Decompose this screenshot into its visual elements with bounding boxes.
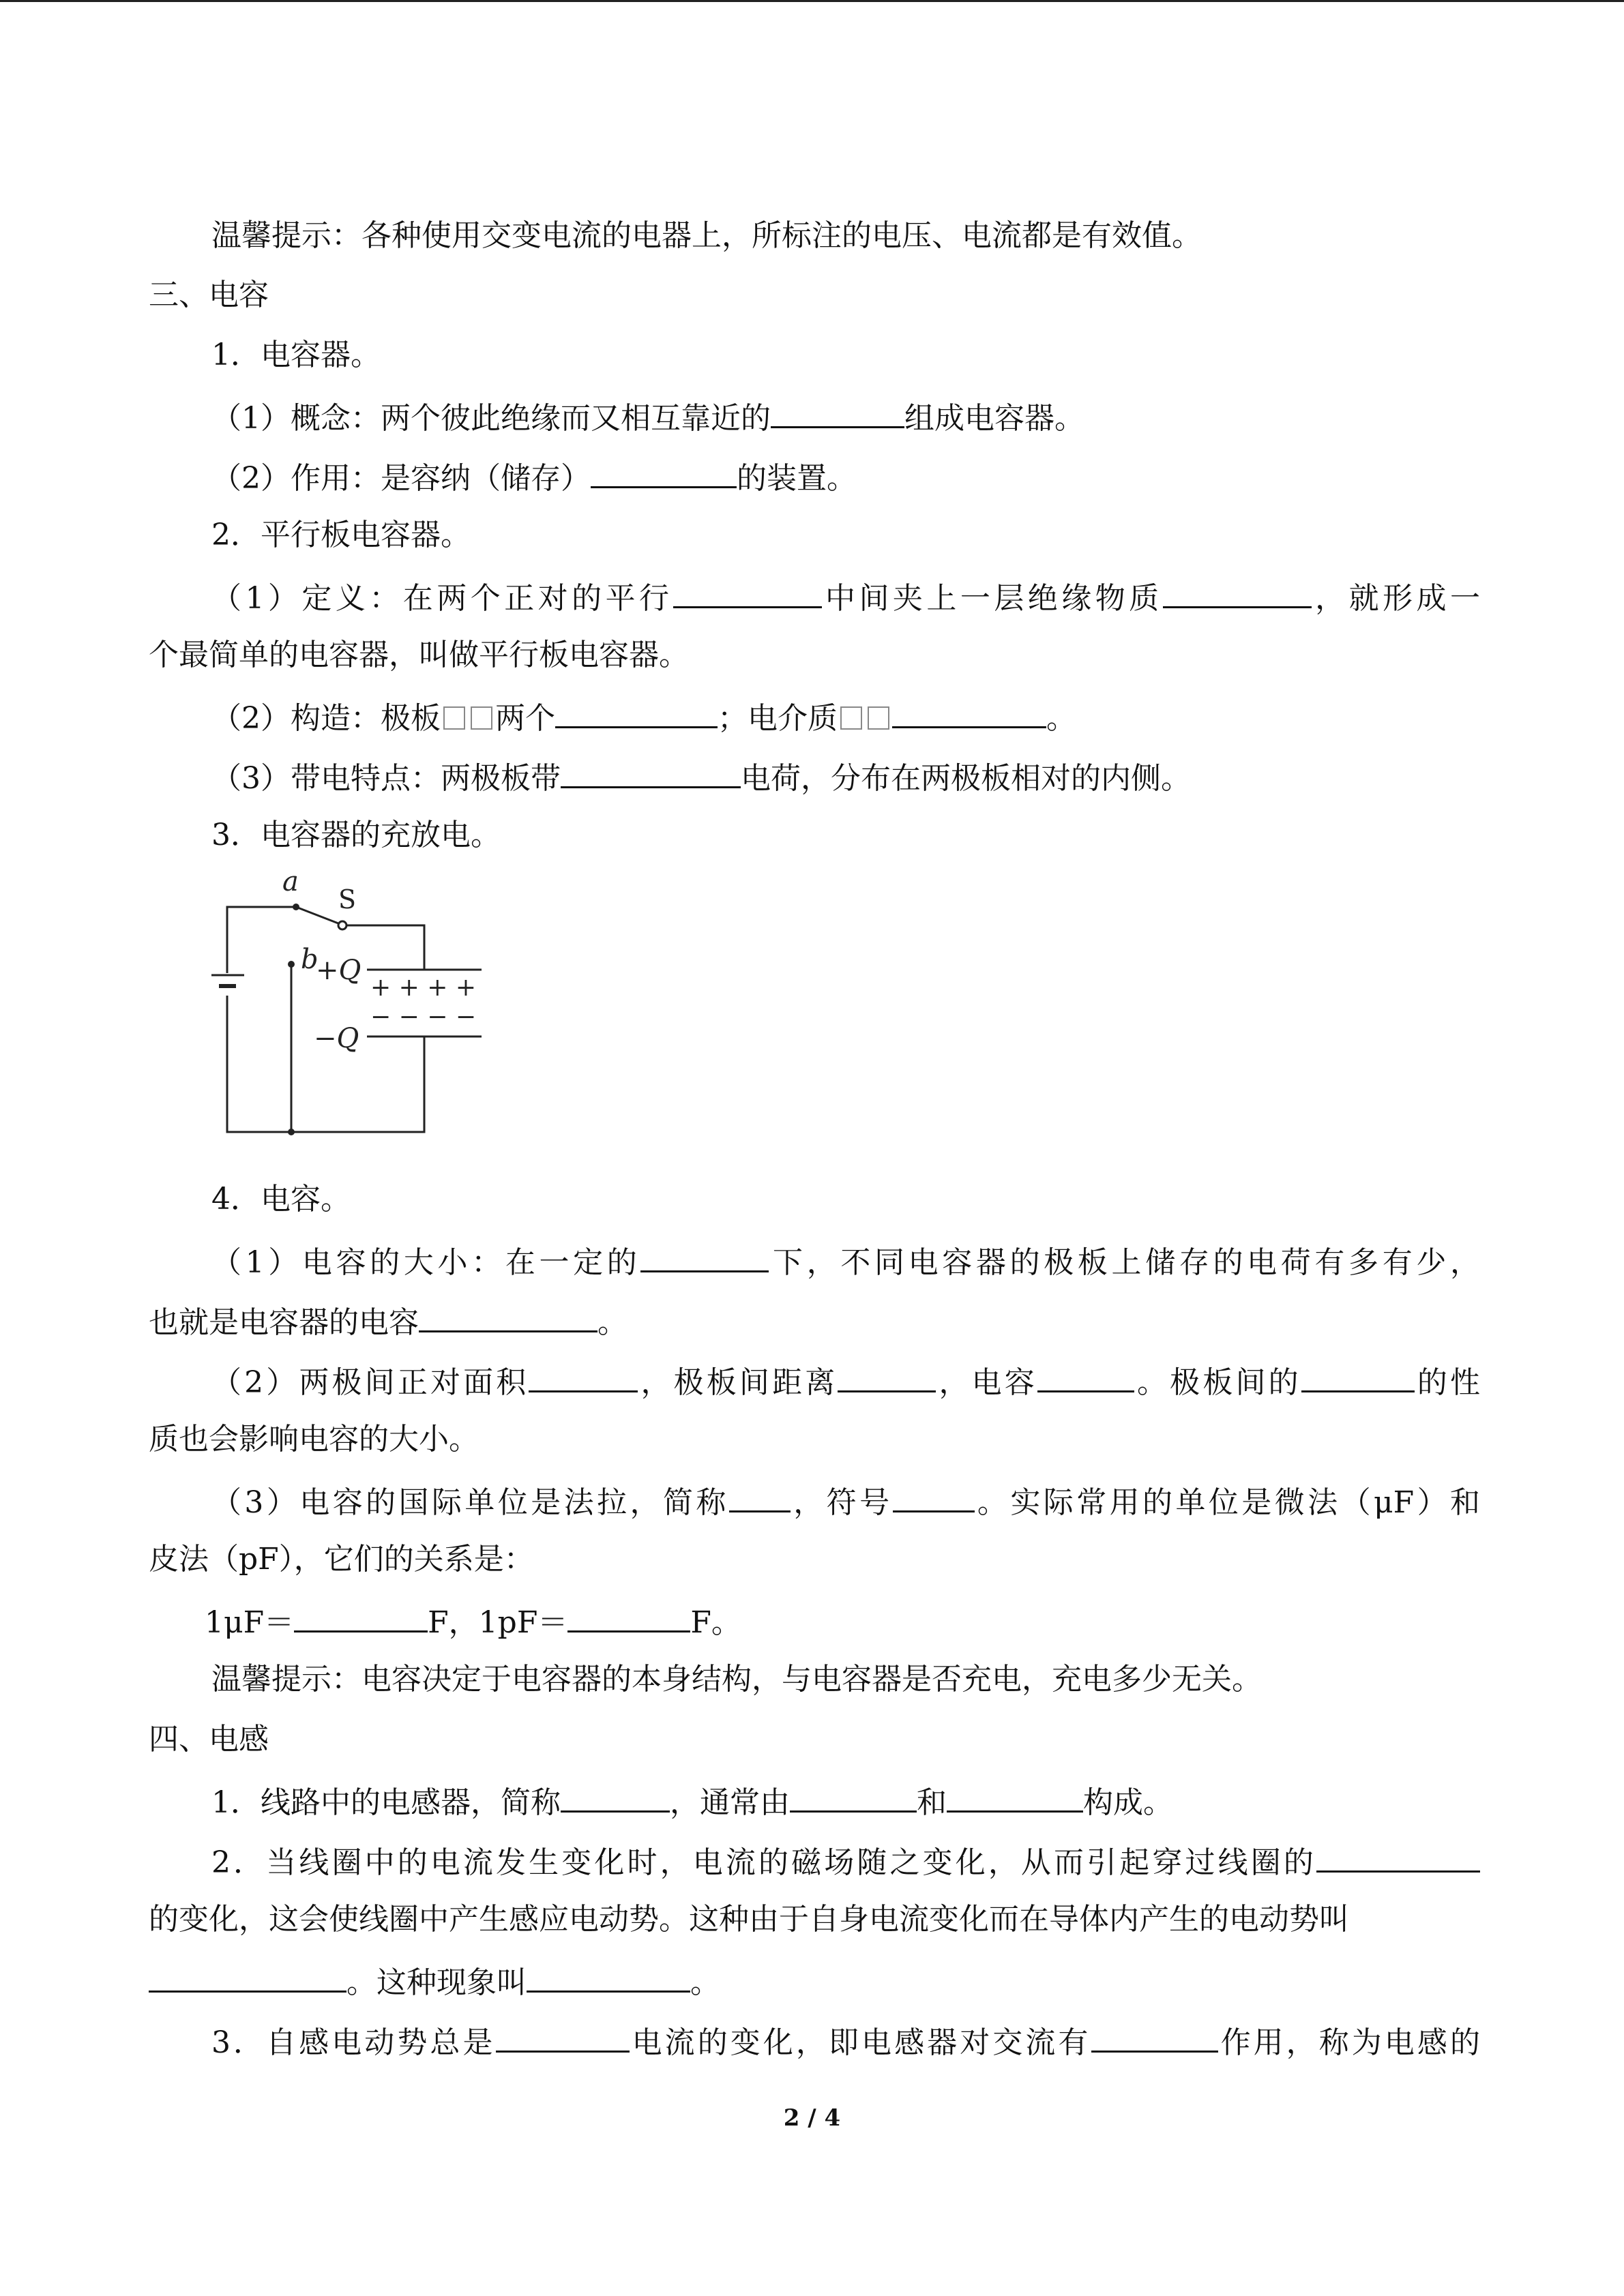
placeholder-box [471, 706, 492, 730]
fill-blank[interactable] [527, 1960, 690, 1993]
fill-blank[interactable] [561, 756, 741, 788]
text: 的装置。 [737, 461, 857, 496]
text: 两个 [495, 701, 555, 736]
tip-line-2 [211, 1660, 1480, 1699]
section-heading-capacitance: 三、电容 [149, 278, 269, 312]
self-induction-line [211, 1840, 1480, 1879]
page-top-border [0, 0, 1624, 2]
text: 的性 [1414, 1365, 1481, 1400]
inductor-line [211, 1780, 1480, 1819]
capacitance-size-line [211, 1240, 1480, 1279]
text: 3．自感电动势总是 [211, 2025, 496, 2060]
circuit-svg [205, 866, 505, 1152]
text: （3）带电特点：两极板带 [211, 761, 561, 796]
text: 下，不同电容器的极板上储存的电荷有多有少， [769, 1245, 1480, 1280]
fill-blank[interactable] [1301, 1360, 1415, 1392]
parallel-plate-definition-cont: 个最简单的电容器，叫做平行板电容器。 [149, 638, 689, 672]
label-s: S [338, 884, 357, 914]
text: ，就形成一 [1311, 581, 1481, 616]
fill-blank[interactable] [947, 1780, 1083, 1813]
text: F。 [690, 1605, 741, 1640]
tip-line-1 [211, 217, 1480, 255]
unit-conversion-line [205, 1600, 1535, 1639]
text: 。这种现象叫 [346, 1965, 527, 2000]
text: F，1pF＝ [428, 1605, 568, 1640]
junction-dot [288, 1129, 295, 1135]
tip-lead: 温馨提示： [211, 218, 361, 253]
text: 1μF＝ [205, 1605, 295, 1640]
fill-blank[interactable] [294, 1600, 428, 1632]
placeholder-box [868, 706, 889, 730]
text: 作用，称为电感的 [1217, 2025, 1480, 2060]
text: ；电介质 [718, 701, 838, 736]
text: 组成电容器。 [904, 401, 1084, 436]
text: （2）两极间正对面积 [211, 1365, 529, 1400]
subsection-charge-discharge-title: 3．电容器的充放电。 [211, 818, 501, 852]
fill-blank[interactable] [419, 1300, 597, 1332]
capacitance-unit-cont: 皮法（pF），它们的关系是： [149, 1542, 534, 1577]
terminal-a-dot [293, 904, 299, 910]
fill-blank[interactable] [1163, 576, 1312, 608]
tip-lead: 温馨提示： [211, 1662, 361, 1697]
subsection-capacitance-title: 4．电容。 [211, 1182, 351, 1217]
text: ，符号 [790, 1485, 893, 1520]
capacitor-circuit-diagram [205, 866, 505, 1152]
capacitance-factors-cont: 质也会影响电容的大小。 [149, 1422, 479, 1457]
fill-blank[interactable] [149, 1960, 346, 1993]
fill-blank[interactable] [892, 696, 1046, 728]
text: 。实际常用的单位是微法（μF）和 [974, 1485, 1480, 1520]
text: 构成。 [1083, 1785, 1173, 1820]
fill-blank[interactable] [790, 1780, 917, 1813]
label-a: a [282, 866, 299, 897]
text: （2）作用：是容纳（储存） [211, 461, 591, 496]
self-induction-cont-2 [149, 1960, 1479, 1999]
fill-blank[interactable] [555, 696, 718, 728]
tip-text: 各种使用交变电流的电器上，所标注的电压、电流都是有效值。 [361, 218, 1202, 253]
capacitance-size-cont [149, 1300, 1479, 1339]
parallel-plate-structure-line [211, 696, 1480, 734]
text: （1）定义：在两个正对的平行 [211, 581, 673, 616]
parallel-plate-charge-line [211, 756, 1480, 794]
fill-blank[interactable] [838, 1360, 936, 1392]
fill-blank[interactable] [771, 396, 904, 428]
capacitance-factors-line [211, 1360, 1480, 1399]
subsection-parallel-plate-title: 2．平行板电容器。 [211, 518, 471, 552]
capacitor-concept-line [211, 396, 1480, 434]
text: ，电容 [936, 1365, 1037, 1400]
page-number: 2 / 4 [783, 2104, 841, 2132]
fill-blank[interactable] [673, 576, 822, 608]
text: 。 [597, 1305, 628, 1340]
fill-blank[interactable] [561, 1780, 670, 1813]
text: 电荷，分布在两极板相对的内侧。 [741, 761, 1191, 796]
fill-blank[interactable] [591, 456, 737, 488]
fill-blank[interactable] [1091, 2021, 1218, 2053]
label-pos-charge: +Q [316, 955, 361, 986]
subsection-capacitor-title: 1．电容器。 [211, 338, 381, 372]
wire-left-top [227, 907, 296, 973]
fill-blank[interactable] [1037, 1360, 1134, 1392]
fill-blank[interactable] [1316, 1840, 1480, 1873]
fill-blank[interactable] [729, 1480, 791, 1512]
capacitor-function-line [211, 456, 1480, 494]
section-heading-inductance: 四、电感 [149, 1722, 269, 1757]
tip-text: 电容决定于电容器的本身结构，与电容器是否充电，充电多少无关。 [361, 1662, 1262, 1697]
parallel-plate-definition-line [211, 576, 1480, 614]
capacitance-unit-line [211, 1480, 1480, 1519]
text: 2．当线圈中的电流发生变化时，电流的磁场随之变化，从而引起穿过线圈的 [211, 1845, 1316, 1880]
switch-pivot [338, 921, 346, 929]
placeholder-box [443, 706, 465, 730]
text: （3）电容的国际单位是法拉，简称 [211, 1485, 729, 1520]
self-emf-line [211, 2021, 1480, 2059]
text: ，极板间距离 [638, 1365, 838, 1400]
text: 也就是电容器的电容 [149, 1305, 419, 1340]
label-neg-charge: −Q [314, 1023, 359, 1054]
text: 和 [917, 1785, 947, 1820]
text: 。 [1046, 701, 1076, 736]
switch-blade [296, 907, 342, 925]
self-induction-cont: 的变化，这会使线圈中产生感应电动势。这种由于自身电流变化而在导体内产生的电动势叫 [149, 1902, 1349, 1937]
text: 电流的变化，即电感器对交流有 [629, 2025, 1091, 2060]
text: 中间夹上一层绝缘物质 [821, 581, 1163, 616]
text: 。 [690, 1965, 720, 2000]
fill-blank[interactable] [893, 1480, 975, 1512]
text: （1）概念：两个彼此绝缘而又相互靠近的 [211, 401, 771, 436]
fill-blank[interactable] [529, 1360, 638, 1392]
terminal-b-dot [288, 961, 295, 968]
placeholder-box [840, 706, 862, 730]
plus-charges: + + + + [370, 974, 476, 1002]
text: ，通常由 [670, 1785, 790, 1820]
fill-blank[interactable] [496, 2021, 630, 2053]
text: 。极板间的 [1134, 1365, 1301, 1400]
fill-blank[interactable] [567, 1600, 690, 1632]
minus-charges: − − − − [370, 1003, 476, 1031]
label-b: b [301, 944, 319, 975]
fill-blank[interactable] [640, 1240, 769, 1272]
text: 1．线路中的电感器，简称 [211, 1785, 561, 1820]
text: （1）电容的大小：在一定的 [211, 1245, 641, 1280]
text: （2）构造：极板 [211, 701, 441, 736]
